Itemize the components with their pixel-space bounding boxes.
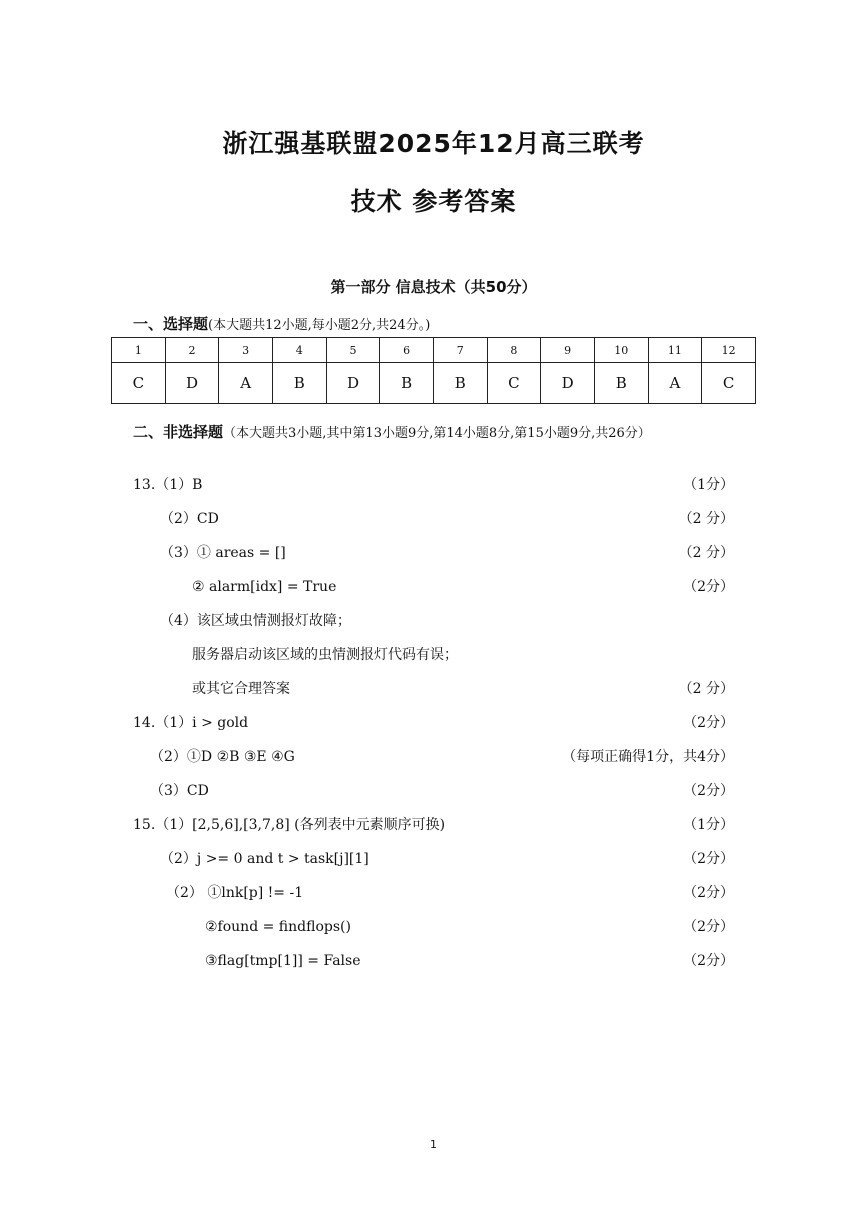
question-number-cell: 12	[702, 338, 756, 363]
score-13-1: （1分）	[683, 477, 734, 493]
score-15-2: （2分）	[683, 851, 734, 867]
section2-heading-label: 二、非选择题	[133, 423, 224, 441]
answer-line-13-4a: （4）该区域虫情测报灯故障；	[160, 613, 351, 629]
score-14-3: （2分）	[683, 783, 734, 799]
answer-line-15-1: 15.（1）[2,5,6],[3,7,8] (各列表中元素顺序可换)	[133, 817, 446, 833]
question-number-cell: 5	[326, 338, 380, 363]
score-15-3a: （2分）	[683, 885, 734, 901]
question-number-cell: 1	[112, 338, 166, 363]
answer-cell: D	[326, 363, 380, 404]
answer-line-13-3b: ② alarm[idx] = True	[192, 579, 337, 595]
score-13-2: （2 分）	[678, 511, 734, 527]
answer-line-13-4c: 或其它合理答案	[192, 681, 290, 697]
score-14-2: （每项正确得1分，共4分）	[562, 749, 734, 765]
answer-line-13-2: （2）CD	[160, 511, 219, 527]
question-number-cell: 2	[165, 338, 219, 363]
score-15-1: （1分）	[683, 817, 734, 833]
answer-line-15-3b: ②found = findflops()	[205, 919, 351, 935]
score-15-3c: （2分）	[683, 953, 734, 969]
score-13-3a: （2 分）	[678, 545, 734, 561]
answer-line-14-2: （2）①D ②B ③E ④G	[150, 749, 295, 765]
answer-line-14-3: （3）CD	[150, 783, 209, 799]
answer-table-number-row	[112, 338, 756, 363]
section2-note: （本大题共3小题,其中第13小题9分,第14小题8分,第15小题9分,共26分）	[223, 426, 651, 441]
answer-line-13-4b: 服务器启动该区域的虫情测报灯代码有误；	[192, 647, 458, 663]
answer-cell: A	[219, 363, 273, 404]
answer-cell: B	[380, 363, 434, 404]
answer-cell: C	[702, 363, 756, 404]
answer-cell: D	[165, 363, 219, 404]
answer-line-15-3a: （2） ①lnk[p] != -1	[166, 885, 304, 901]
score-14-1: （2分）	[683, 715, 734, 731]
section1-note: (本大题共12小题,每小题2分,共24分。)	[208, 318, 431, 333]
answer-cell: C	[112, 363, 166, 404]
answer-cell: C	[487, 363, 541, 404]
section2-heading	[133, 420, 743, 446]
question-number-cell: 10	[594, 338, 648, 363]
score-13-4: （2 分）	[678, 681, 734, 697]
sub-title: 技术 参考答案	[350, 187, 517, 216]
section1-heading	[133, 312, 430, 338]
question-number-cell: 8	[487, 338, 541, 363]
answer-line-14-1: 14.（1）i > gold	[133, 715, 249, 731]
answer-line-13-1: 13.（1）B	[133, 477, 203, 493]
question-number-cell: 11	[648, 338, 702, 363]
section1-heading-label: 一、选择题	[133, 315, 209, 333]
question-number-cell: 4	[272, 338, 326, 363]
answer-table	[111, 337, 756, 404]
answer-line-15-2: （2）j >= 0 and t > task[j][1]	[160, 851, 369, 867]
answer-cell: D	[541, 363, 595, 404]
answer-cell: B	[272, 363, 326, 404]
answer-cell: B	[433, 363, 487, 404]
main-title: 浙江强基联盟2025年12月高三联考	[222, 129, 645, 158]
score-13-3b: （2分）	[683, 579, 734, 595]
part-title: 第一部分 信息技术（共50分）	[330, 278, 537, 296]
page-number: 1	[430, 1138, 437, 1151]
answer-cell: A	[648, 363, 702, 404]
question-number-cell: 3	[219, 338, 273, 363]
answer-cell: B	[594, 363, 648, 404]
question-number-cell: 7	[433, 338, 487, 363]
answer-line-15-3c: ③flag[tmp[1]] = False	[205, 953, 361, 969]
question-number-cell: 6	[380, 338, 434, 363]
answer-table-answer-row	[112, 363, 756, 404]
score-15-3b: （2分）	[683, 919, 734, 935]
answer-line-13-3a: （3）① areas = []	[160, 545, 286, 561]
question-number-cell: 9	[541, 338, 595, 363]
